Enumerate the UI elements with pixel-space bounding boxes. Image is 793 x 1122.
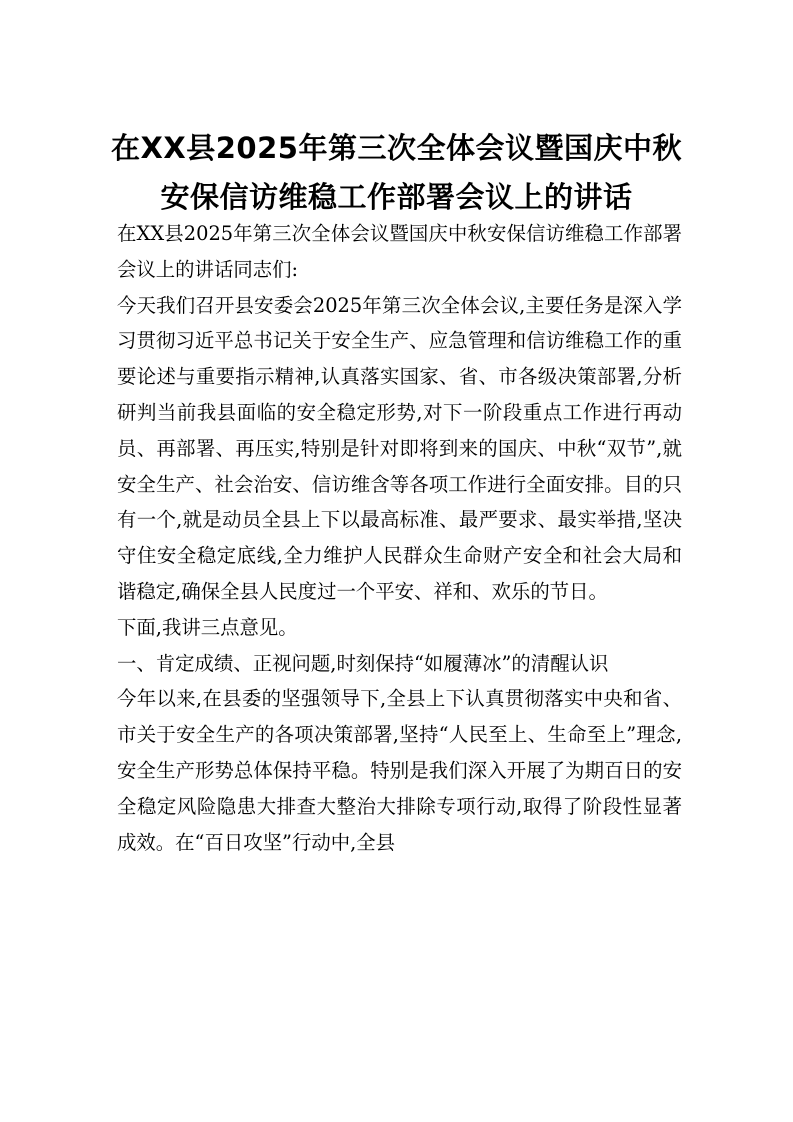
paragraph-salutation: 在XX县2025年第三次全体会议暨国庆中秋安保信访维稳工作部署会议上的讲话同志们: — [117, 222, 682, 281]
document-title-line-1: 在XX县2025年第三次全体会议暨国庆中秋 — [111, 131, 682, 165]
paragraph-transition: 下面,我讲三点意见。 — [117, 615, 298, 639]
section-heading-1: 一、肯定成绩、正视问题,时刻保持“如履薄冰”的清醒认识 — [117, 651, 609, 675]
document-body — [117, 216, 682, 860]
document-title-line-2: 安保信访维稳工作部署会议上的讲话 — [160, 180, 633, 214]
paragraph-achievements: 今年以来,在县委的坚强领导下,全县上下认真贯彻落实中央和省、市关于安全生产的各项决策部署,坚持“人民至上、生命至上”理念,安全生产形势总体保持平稳。特别是我们深入开展了为期百日的安全稳定风险隐患大排查大整治大排除专项行动,取得了阶段性显著成效。在“百日攻坚”行动中,全县 — [117, 687, 682, 854]
paragraph-opening: 今天我们召开县安委会2025年第三次全体会议,主要任务是深入学习贯彻习近平总书记关于安全生产、应急管理和信访维稳工作的重要论述与重要指示精神,认真落实国家、省、市各级决策部署,分析研判当前我县面临的安全稳定形势,对下一阶段重点工作进行再动员、再部署、再压实,特别是针对即将到来的国庆、中秋“双节”,就安全生产、社会治安、信访维含等各项工作进行全面安排。目的只有一个,就是动员全县上下以最高标准、最严要求、最实举措,坚决守住安全稳定底线,全力维护人民群众生命财产安全和社会大局和谐稳定,确保全县人民度过一个平安、祥和、欢乐的节日。 — [117, 293, 682, 603]
